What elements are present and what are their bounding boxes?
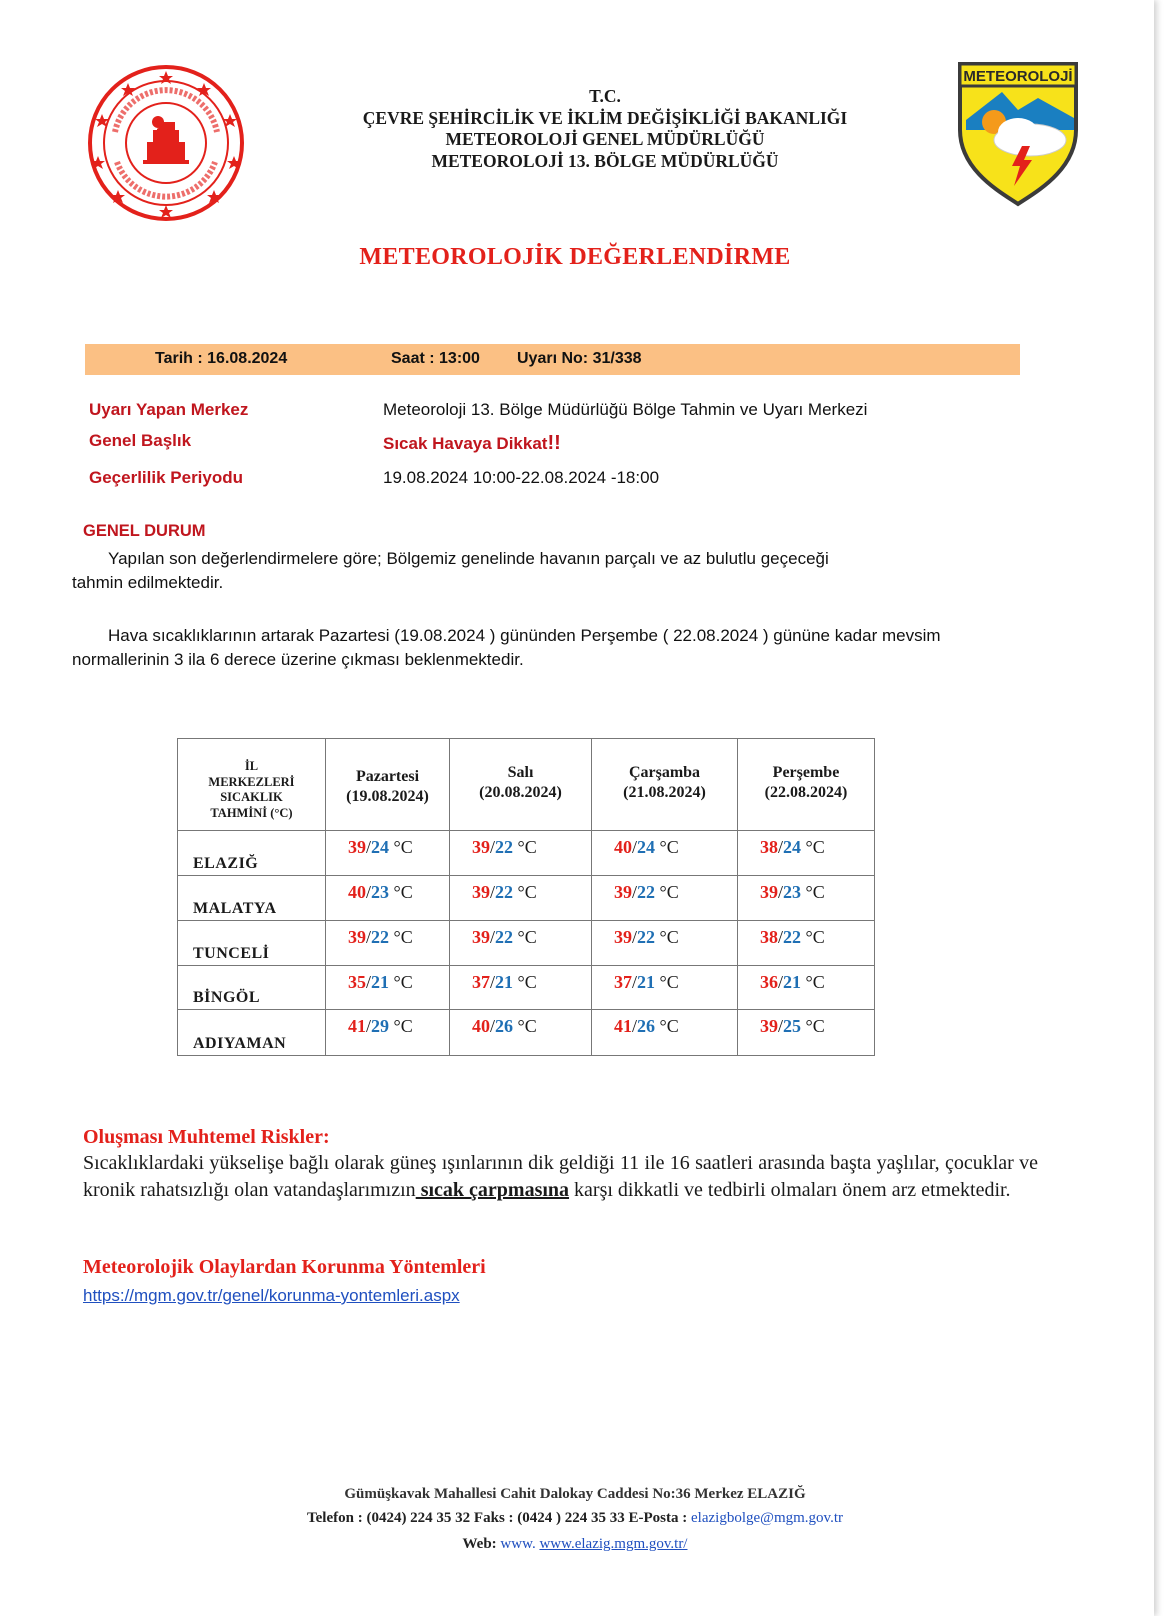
temp-unit: °C — [801, 972, 825, 992]
temp-separator: / — [366, 882, 372, 902]
day-name: Perşembe — [772, 764, 840, 781]
temp-unit: °C — [389, 882, 413, 902]
temp-separator: / — [366, 837, 372, 857]
general-p2-line2: normallerinin 3 ila 6 derece üzerine çıkması beklenmektedir. — [72, 650, 524, 669]
general-p2-line1: Hava sıcaklıklarının artarak Pazartesi (19.08.2024 ) gününden Perşembe ( 22.08.2024 ) gününe kadar mevsim — [108, 626, 941, 645]
temp-separator: / — [632, 882, 638, 902]
temp-min: 22 — [495, 837, 514, 857]
forecast-table — [177, 738, 875, 1056]
temp-max: 38 — [760, 927, 778, 947]
temp-unit: °C — [801, 927, 825, 947]
info-time: Saat : 13:00 — [391, 350, 480, 367]
field-value-title-exclaim: !! — [547, 432, 561, 454]
general-heading: GENEL DURUM — [83, 522, 206, 540]
temp-separator: / — [366, 972, 372, 992]
header-regional: METEOROLOJİ 13. BÖLGE MÜDÜRLÜĞÜ — [431, 150, 779, 171]
temp-min: 26 — [637, 1016, 656, 1036]
temp-cell — [450, 876, 592, 921]
city-name: ELAZIĞ — [193, 855, 259, 872]
temp-max: 39 — [760, 882, 778, 902]
temp-max: 36 — [760, 972, 778, 992]
risks-text-emphasis: sıcak çarpmasına — [415, 1179, 570, 1201]
city-name: TUNCELİ — [193, 945, 270, 962]
day-header — [450, 739, 592, 831]
temp-separator: / — [490, 927, 496, 947]
day-date: (21.08.2024) — [623, 784, 706, 801]
temp-unit: °C — [389, 1016, 413, 1036]
temp-min: 23 — [783, 882, 802, 902]
temp-min: 25 — [783, 1016, 802, 1036]
field-label-period: Geçerlilik Periyodu — [89, 468, 244, 487]
table-row — [178, 831, 875, 876]
temp-cell — [738, 966, 875, 1010]
temp-separator: / — [778, 837, 784, 857]
temp-separator: / — [490, 837, 496, 857]
day-header — [592, 739, 738, 831]
footer-email-link[interactable]: elazigbolge@mgm.gov.tr — [691, 1510, 843, 1526]
temp-unit: °C — [389, 927, 413, 947]
info-warning-no: Uyarı No: 31/338 — [517, 350, 642, 367]
temp-min: 24 — [783, 837, 802, 857]
temp-min: 21 — [495, 972, 514, 992]
temp-min: 22 — [637, 882, 656, 902]
temp-cell — [592, 966, 738, 1010]
day-header — [738, 739, 875, 831]
temp-min: 22 — [495, 927, 514, 947]
temp-min: 24 — [637, 837, 656, 857]
temp-unit: °C — [655, 972, 679, 992]
temp-min: 22 — [495, 882, 514, 902]
temp-separator: / — [490, 972, 496, 992]
temp-cell — [592, 921, 738, 966]
logo-text: METEOROLOJİ — [963, 68, 1073, 85]
temp-max: 40 — [472, 1016, 490, 1036]
temp-unit: °C — [513, 927, 537, 947]
temp-separator: / — [778, 972, 784, 992]
table-body — [178, 831, 875, 1056]
temp-cell — [326, 1010, 450, 1056]
temp-separator: / — [490, 882, 496, 902]
document-title: METEOROLOJİK DEĞERLENDİRME — [359, 244, 791, 270]
temp-min: 22 — [371, 927, 390, 947]
temp-cell — [450, 921, 592, 966]
temp-max: 39 — [472, 837, 490, 857]
temp-unit: °C — [513, 882, 537, 902]
temp-cell — [450, 1010, 592, 1056]
temp-cell — [326, 921, 450, 966]
city-cell — [178, 1010, 326, 1056]
temp-cell — [450, 831, 592, 876]
temp-unit: °C — [801, 1016, 825, 1036]
footer-phone: Telefon : (0424) 224 35 32 Faks : (0424 ) 224 35 33 E-Posta : — [307, 1510, 692, 1526]
city-name: MALATYA — [193, 900, 277, 917]
temp-cell — [592, 1010, 738, 1056]
temp-unit: °C — [801, 882, 825, 902]
temp-min: 29 — [371, 1016, 390, 1036]
temp-cell — [326, 966, 450, 1010]
temp-separator: / — [632, 1016, 638, 1036]
temp-max: 39 — [472, 882, 490, 902]
temp-max: 39 — [760, 1016, 778, 1036]
temp-min: 21 — [783, 972, 802, 992]
city-cell — [178, 831, 326, 876]
risks-text-before: Sıcaklıklardaki yükselişe bağlı olarak güneş ışınlarının dik geldiği 11 ile 16 saatleri arasında başta yaşlılar, çocuklar ve kronik rahatsızlığı olan vatandaşlarımızın — [83, 1152, 1038, 1201]
field-label-title: Genel Başlık — [89, 431, 192, 450]
temp-cell — [450, 966, 592, 1010]
temp-unit: °C — [389, 837, 413, 857]
temp-max: 37 — [614, 972, 632, 992]
footer-web — [200, 1536, 950, 1553]
day-date: (22.08.2024) — [764, 784, 848, 801]
corner-line: SICAKLIK — [220, 790, 283, 804]
temp-separator: / — [632, 972, 638, 992]
temp-max: 39 — [348, 837, 366, 857]
temp-unit: °C — [513, 972, 537, 992]
day-date: (19.08.2024) — [346, 788, 429, 805]
table-header-row — [178, 739, 875, 831]
temp-cell — [592, 876, 738, 921]
corner-line: MERKEZLERİ — [208, 774, 295, 789]
city-cell — [178, 966, 326, 1010]
field-value-title: Sıcak Havaya Dikkat — [383, 434, 548, 453]
meteoroloji-shield-logo — [956, 60, 1080, 208]
risks-heading: Oluşması Muhtemel Riskler: — [83, 1126, 330, 1148]
temp-unit: °C — [513, 1016, 537, 1036]
temp-separator: / — [490, 1016, 496, 1036]
temp-max: 39 — [472, 927, 490, 947]
temp-min: 23 — [371, 882, 390, 902]
temp-separator: / — [778, 1016, 784, 1036]
temp-cell — [738, 1010, 875, 1056]
temp-max: 39 — [614, 882, 632, 902]
footer-web-label: Web: — [462, 1536, 501, 1552]
temp-min: 24 — [371, 837, 390, 857]
day-date: (20.08.2024) — [479, 784, 562, 801]
field-value-title-wrap — [383, 432, 561, 455]
general-p1-line2: tahmin edilmektedir. — [72, 573, 224, 592]
field-value-center: Meteoroloji 13. Bölge Müdürlüğü Bölge Tahmin ve Uyarı Merkezi — [383, 400, 868, 419]
header-directorate: METEOROLOJİ GENEL MÜDÜRLÜĞÜ — [445, 129, 765, 149]
temp-max: 40 — [348, 882, 366, 902]
day-name: Çarşamba — [628, 764, 701, 781]
table-row — [178, 876, 875, 921]
risks-text-after: karşı dikkatli ve tedbirli olmaları önem arz etmektedir. — [569, 1179, 1011, 1201]
temp-min: 22 — [637, 927, 656, 947]
temp-separator: / — [778, 882, 784, 902]
temp-unit: °C — [655, 882, 679, 902]
header-block — [300, 86, 910, 172]
temp-max: 39 — [614, 927, 632, 947]
temp-max: 39 — [348, 927, 366, 947]
info-bar — [85, 344, 1020, 375]
temp-unit: °C — [655, 837, 679, 857]
ministry-seal-logo — [85, 62, 247, 224]
corner-line: TAHMİNİ (°C) — [210, 805, 293, 820]
temp-unit: °C — [513, 837, 537, 857]
temp-min: 21 — [371, 972, 390, 992]
temp-cell — [326, 876, 450, 921]
day-name: Pazartesi — [355, 768, 420, 785]
city-name: ADIYAMAN — [193, 1035, 287, 1052]
city-cell — [178, 876, 326, 921]
temp-separator: / — [632, 837, 638, 857]
header-tc: T.C. — [589, 86, 621, 106]
temp-separator: / — [366, 1016, 372, 1036]
temp-unit: °C — [655, 1016, 679, 1036]
table-row — [178, 966, 875, 1010]
temp-unit: °C — [655, 927, 679, 947]
temp-cell — [326, 831, 450, 876]
temp-max: 37 — [472, 972, 490, 992]
info-date: Tarih : 16.08.2024 — [155, 350, 288, 367]
temp-unit: °C — [389, 972, 413, 992]
temp-min: 21 — [637, 972, 656, 992]
temp-max: 35 — [348, 972, 366, 992]
general-p1-line1: Yapılan son değerlendirmelere göre; Bölgemiz genelinde havanın parçalı ve az bulutlu geçeceği — [108, 549, 829, 568]
temp-separator: / — [778, 927, 784, 947]
temp-cell — [738, 921, 875, 966]
temp-max: 40 — [614, 837, 632, 857]
header-ministry: ÇEVRE ŞEHİRCİLİK VE İKLİM DEĞİŞİKLİĞİ BAKANLIĞI — [362, 107, 848, 128]
corner-line: İL — [244, 759, 259, 773]
table-row — [178, 1010, 875, 1056]
temp-separator: / — [366, 927, 372, 947]
footer-address: Gümüşkavak Mahallesi Cahit Dalokay Caddesi No:36 Merkez ELAZIĞ — [344, 1486, 806, 1502]
temp-cell — [592, 831, 738, 876]
field-value-period: 19.08.2024 10:00-22.08.2024 -18:00 — [383, 468, 660, 487]
temp-min: 22 — [783, 927, 802, 947]
temp-max: 41 — [614, 1016, 632, 1036]
temp-unit: °C — [801, 837, 825, 857]
risks-text — [83, 1150, 1038, 1204]
field-label-center: Uyarı Yapan Merkez — [89, 400, 249, 419]
temp-max: 38 — [760, 837, 778, 857]
temp-cell — [738, 831, 875, 876]
day-name: Salı — [507, 764, 534, 781]
footer-contact — [200, 1510, 950, 1527]
protection-link[interactable]: https://mgm.gov.tr/genel/korunma-yontemleri.aspx — [83, 1286, 460, 1305]
footer-web-prefix[interactable]: www. — [500, 1536, 540, 1552]
temp-max: 41 — [348, 1016, 366, 1036]
city-cell — [178, 921, 326, 966]
temp-cell — [738, 876, 875, 921]
temp-separator: / — [632, 927, 638, 947]
table-row — [178, 921, 875, 966]
temp-min: 26 — [495, 1016, 514, 1036]
protection-heading: Meteorolojik Olaylardan Korunma Yöntemleri — [83, 1256, 486, 1278]
footer-web-link[interactable]: www.elazig.mgm.gov.tr/ — [539, 1536, 688, 1552]
day-header — [326, 739, 450, 831]
city-name: BİNGÖL — [193, 989, 261, 1006]
table-corner-header — [178, 739, 326, 831]
